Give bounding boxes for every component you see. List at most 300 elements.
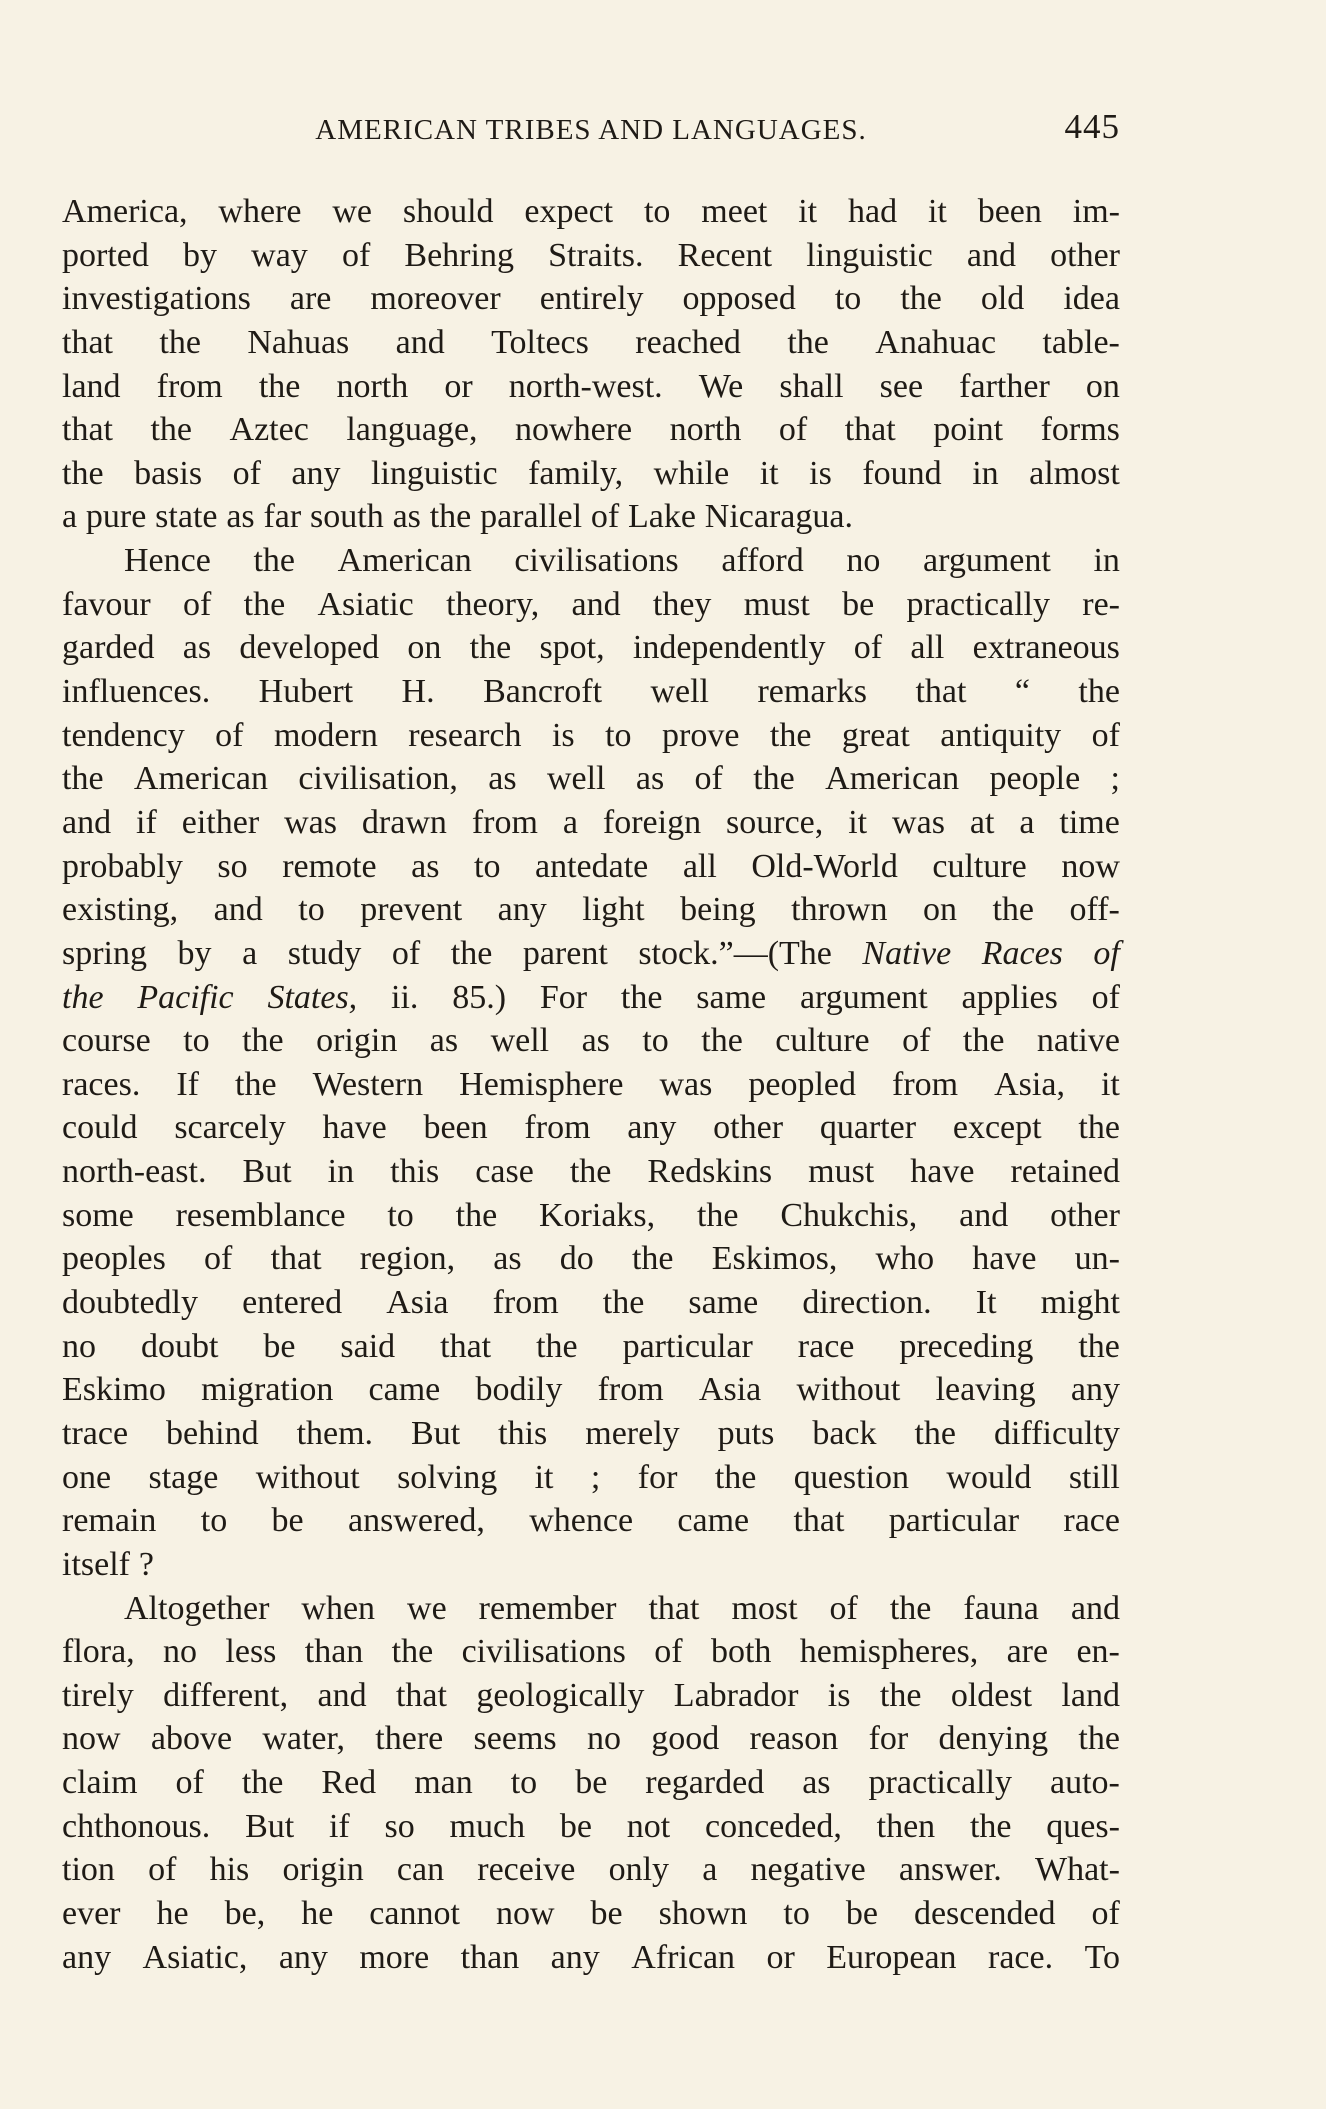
- word: What-: [1034, 1851, 1120, 1889]
- word: we: [332, 193, 372, 230]
- text-line: [62, 583, 1120, 627]
- word: native: [1036, 1022, 1120, 1060]
- word: and: [317, 1676, 367, 1714]
- word: spot,: [539, 629, 605, 667]
- word: was: [284, 803, 337, 841]
- word: For: [539, 978, 588, 1016]
- word: But: [242, 1153, 292, 1191]
- word: independently: [632, 629, 826, 667]
- word: origin: [282, 1851, 364, 1889]
- word: migration: [201, 1371, 334, 1409]
- word: direction.: [802, 1284, 932, 1322]
- word: is: [551, 716, 575, 754]
- word: and: [966, 236, 1016, 274]
- word: on: [407, 629, 442, 667]
- word: Native: [862, 934, 952, 972]
- word: seems: [473, 1720, 557, 1758]
- word: found: [862, 454, 942, 492]
- word: Asia: [386, 1284, 449, 1322]
- word: far: [263, 498, 302, 536]
- word: to: [642, 1022, 669, 1060]
- word: Hemisphere: [459, 1065, 624, 1103]
- word: as: [581, 1022, 610, 1060]
- word: conceded,: [704, 1807, 842, 1845]
- word: to: [643, 193, 671, 230]
- word: investigations: [62, 280, 251, 318]
- word: quarter: [819, 1109, 917, 1147]
- word: meet: [701, 193, 768, 230]
- word: still: [1068, 1458, 1120, 1496]
- word: parent: [522, 934, 608, 972]
- word: ?: [138, 1545, 154, 1583]
- word: is: [809, 454, 832, 492]
- word: more: [359, 1938, 430, 1976]
- word: Pacific: [137, 978, 234, 1016]
- word: both: [710, 1633, 772, 1671]
- word: culture: [775, 1022, 870, 1060]
- word: reached: [635, 323, 741, 361]
- word: remember: [478, 1589, 617, 1627]
- word: foreign: [602, 803, 702, 841]
- word: Asia: [698, 1371, 762, 1409]
- word: that: [915, 673, 967, 711]
- word: drawn: [361, 803, 447, 841]
- word: for: [868, 1720, 909, 1758]
- word: Aztec: [229, 411, 309, 449]
- word: language,: [346, 411, 478, 449]
- word: he: [156, 1894, 189, 1932]
- word: the: [62, 760, 104, 798]
- word: back: [812, 1414, 877, 1452]
- word: from: [597, 1371, 664, 1409]
- word: of: [341, 236, 371, 274]
- word: modern: [273, 716, 378, 754]
- word: resemblance: [175, 1196, 346, 1234]
- word: so: [384, 1807, 415, 1845]
- word: the: [62, 978, 104, 1016]
- word: by: [183, 236, 217, 274]
- word: north-east.: [62, 1153, 207, 1191]
- word: answered,: [347, 1502, 485, 1540]
- word: without: [255, 1458, 360, 1496]
- word: the: [1078, 673, 1120, 711]
- text-line: [62, 1281, 1120, 1325]
- word: as: [802, 1764, 831, 1802]
- text-line: [62, 1368, 1120, 1412]
- word: tendency: [62, 716, 185, 754]
- word: a: [62, 498, 78, 536]
- text-line: [62, 1761, 1120, 1805]
- word: without: [796, 1371, 901, 1409]
- word: or: [766, 1938, 795, 1976]
- word: the: [914, 1414, 957, 1452]
- body-text: [62, 190, 1120, 1979]
- word: of: [215, 716, 244, 754]
- word: have: [322, 1109, 387, 1147]
- word: to: [474, 847, 501, 885]
- word: tirely: [62, 1676, 134, 1714]
- word: water,: [262, 1720, 345, 1758]
- word: civilisations: [514, 542, 679, 580]
- word: solving: [397, 1458, 498, 1496]
- word: of: [148, 1851, 177, 1889]
- word: the: [391, 1633, 434, 1671]
- word: Toltecs: [491, 323, 589, 361]
- word: expect: [524, 193, 614, 230]
- word: the: [969, 1807, 1012, 1845]
- word: than: [460, 1938, 520, 1976]
- word: retained: [1010, 1153, 1120, 1191]
- text-line: [62, 1499, 1120, 1543]
- text-line: [62, 1674, 1120, 1718]
- word: land: [1061, 1676, 1120, 1714]
- word: the: [150, 411, 193, 449]
- word: now: [62, 1720, 121, 1758]
- word: “: [1014, 673, 1030, 711]
- word: antedate: [535, 847, 649, 885]
- text-line: [62, 845, 1120, 889]
- word: light: [582, 891, 645, 929]
- word: race.: [988, 1938, 1054, 1976]
- word: they: [652, 585, 712, 623]
- word: are: [289, 280, 332, 318]
- page-number: 445: [1064, 107, 1120, 146]
- word: the: [450, 934, 493, 972]
- word: almost: [1029, 454, 1120, 492]
- word: practically: [906, 585, 1050, 623]
- word: be,: [224, 1894, 266, 1932]
- text-line: [62, 1237, 1120, 1281]
- word: To: [1084, 1938, 1120, 1976]
- word: and: [395, 323, 445, 361]
- word: of: [1091, 716, 1120, 754]
- word: oldest: [950, 1676, 1033, 1714]
- word: in: [972, 454, 999, 492]
- word: any: [1070, 1371, 1120, 1409]
- word: it: [798, 193, 818, 230]
- word: research: [408, 716, 522, 754]
- word: of: [175, 1764, 204, 1802]
- word: where: [218, 193, 302, 230]
- word: any: [627, 1109, 677, 1147]
- word: from: [492, 1284, 559, 1322]
- word: difficulty: [994, 1414, 1120, 1452]
- word: thrown: [791, 891, 888, 929]
- word: been: [977, 193, 1042, 230]
- word: any: [550, 1938, 600, 1976]
- word: prevent: [360, 891, 463, 929]
- word: it: [534, 1458, 554, 1496]
- word: when: [301, 1589, 376, 1627]
- word: can: [396, 1851, 445, 1889]
- text-line: [62, 757, 1120, 801]
- text-line: [62, 277, 1120, 321]
- word: his: [209, 1851, 250, 1889]
- word: at: [969, 803, 995, 841]
- word: the: [62, 454, 104, 492]
- word: as: [226, 498, 255, 536]
- word: trace: [62, 1414, 129, 1452]
- word: particular: [622, 1327, 753, 1365]
- word: region,: [359, 1240, 456, 1278]
- word: same: [696, 978, 767, 1016]
- word: from: [892, 1065, 959, 1103]
- word: the: [241, 1764, 284, 1802]
- word: re-: [1082, 585, 1120, 623]
- word: races.: [62, 1065, 141, 1103]
- word: existing,: [62, 891, 179, 929]
- word: the: [631, 1240, 674, 1278]
- word: state: [155, 498, 218, 536]
- word: see: [879, 367, 924, 405]
- word: it: [848, 803, 868, 841]
- word: linguistic: [371, 454, 498, 492]
- word: family,: [528, 454, 624, 492]
- text-line: [62, 321, 1120, 365]
- word: tion: [62, 1851, 115, 1889]
- word: course: [62, 1022, 151, 1060]
- word: Recent: [677, 236, 773, 274]
- word: the: [889, 1589, 932, 1627]
- word: remote: [282, 847, 377, 885]
- word: whence: [529, 1502, 634, 1540]
- word: geologically: [476, 1676, 645, 1714]
- word: for: [637, 1458, 678, 1496]
- word: be: [575, 1764, 608, 1802]
- word: well: [546, 760, 606, 798]
- word: that: [62, 411, 113, 449]
- word: it: [759, 454, 779, 492]
- word: no: [586, 1720, 621, 1758]
- word: question: [793, 1458, 910, 1496]
- running-title: AMERICAN TRIBES AND LANGUAGES.: [315, 114, 867, 146]
- word: moreover: [370, 280, 501, 318]
- word: civilisations: [461, 1633, 626, 1671]
- word: be: [842, 585, 875, 623]
- word: from: [524, 1109, 591, 1147]
- word: But: [411, 1414, 461, 1452]
- word: the: [962, 1022, 1005, 1060]
- word: Bancroft: [483, 673, 603, 711]
- word: States,: [267, 978, 358, 1016]
- text-line: [62, 976, 1120, 1020]
- word: to: [605, 716, 632, 754]
- word: civilisation,: [298, 760, 458, 798]
- text-line: [62, 1325, 1120, 1369]
- text-line: [62, 1630, 1120, 1674]
- word: cannot: [369, 1894, 460, 1932]
- text-line: [62, 365, 1120, 409]
- word: doubt: [140, 1327, 219, 1365]
- word: if: [136, 803, 157, 841]
- word: a: [562, 803, 578, 841]
- text-line: [62, 888, 1120, 932]
- word: and: [213, 891, 263, 929]
- word: influences.: [62, 673, 211, 711]
- word: could: [62, 1109, 138, 1147]
- word: prove: [662, 716, 740, 754]
- word: particular: [888, 1502, 1020, 1540]
- word: no: [846, 542, 881, 580]
- word: American: [337, 542, 472, 580]
- word: point: [933, 411, 1004, 449]
- word: other: [713, 1109, 784, 1147]
- word: applies: [961, 978, 1058, 1016]
- word: Nicaragua.: [704, 498, 853, 536]
- word: south: [310, 498, 384, 536]
- word: well: [650, 673, 710, 711]
- word: reason: [749, 1720, 839, 1758]
- word: basis: [134, 454, 203, 492]
- word: the: [879, 1676, 922, 1714]
- word: argument: [799, 978, 928, 1016]
- word: the: [159, 323, 201, 361]
- word: hemispheres,: [799, 1633, 979, 1671]
- word: the: [235, 1065, 277, 1103]
- word: itself: [62, 1545, 130, 1583]
- word: that: [844, 411, 896, 449]
- word: this: [390, 1153, 440, 1191]
- word: the: [536, 1327, 578, 1365]
- text-line: [62, 1543, 1120, 1587]
- word: that: [440, 1327, 492, 1365]
- word: of: [1091, 1894, 1120, 1932]
- word: claim: [62, 1764, 138, 1802]
- word: im-: [1072, 193, 1120, 230]
- word: it: [927, 193, 947, 230]
- word: of: [232, 454, 261, 492]
- text-line: [62, 1936, 1120, 1980]
- word: the: [602, 1284, 645, 1322]
- word: to: [183, 1022, 210, 1060]
- text-line: [62, 1805, 1120, 1849]
- word: the: [569, 1153, 612, 1191]
- word: denying: [938, 1720, 1049, 1758]
- word: to: [298, 891, 325, 929]
- word: race: [1063, 1502, 1120, 1540]
- word: Chukchis,: [780, 1196, 918, 1234]
- word: preceding: [899, 1327, 1034, 1365]
- word: farther: [959, 367, 1050, 405]
- text-line: [62, 626, 1120, 670]
- word: now: [1061, 847, 1120, 885]
- word: antiquity: [940, 716, 1062, 754]
- word: good: [651, 1720, 720, 1758]
- word: and: [959, 1196, 1009, 1234]
- word: argument: [923, 542, 1051, 580]
- word: remarks: [757, 673, 867, 711]
- word: any: [62, 1938, 112, 1976]
- word: Lake: [628, 498, 696, 536]
- word: the: [1078, 1720, 1120, 1758]
- word: the: [992, 891, 1035, 929]
- word: nowhere: [515, 411, 633, 449]
- word: in: [1093, 542, 1120, 580]
- word: descended: [913, 1894, 1056, 1932]
- word: opposed: [682, 280, 796, 318]
- word: merely: [585, 1414, 680, 1452]
- word: all: [682, 847, 717, 885]
- word: not: [626, 1807, 671, 1845]
- word: the: [701, 1022, 743, 1060]
- word: the: [1078, 1327, 1120, 1365]
- word: developed: [239, 629, 380, 667]
- word: who: [875, 1240, 935, 1278]
- word: there: [375, 1720, 444, 1758]
- word: as: [493, 1240, 522, 1278]
- word: do: [559, 1240, 594, 1278]
- word: be: [271, 1502, 304, 1540]
- word: African: [631, 1938, 736, 1976]
- text-line: [62, 1892, 1120, 1936]
- word: be: [263, 1327, 296, 1365]
- word: one: [62, 1458, 112, 1496]
- word: scarcely: [174, 1109, 286, 1147]
- word: fauna: [963, 1589, 1039, 1627]
- text-line: [62, 452, 1120, 496]
- word: of: [778, 411, 808, 449]
- word: table-: [1042, 323, 1120, 361]
- word: if: [328, 1807, 350, 1845]
- word: of: [391, 934, 421, 972]
- word: puts: [717, 1414, 775, 1452]
- word: of: [654, 1633, 683, 1671]
- word: in: [327, 1153, 355, 1191]
- word: well: [490, 1022, 550, 1060]
- word: the: [696, 1196, 739, 1234]
- word: Koriaks,: [539, 1196, 656, 1234]
- word: of: [590, 498, 620, 536]
- word: Behring: [404, 236, 514, 274]
- word: less: [225, 1633, 277, 1671]
- word: was: [659, 1065, 713, 1103]
- word: ever: [62, 1894, 121, 1932]
- word: a: [242, 934, 258, 972]
- word: of: [853, 629, 883, 667]
- word: other: [1050, 236, 1120, 274]
- word: any: [291, 454, 341, 492]
- word: must: [743, 585, 810, 623]
- word: must: [808, 1153, 875, 1191]
- word: way: [251, 236, 308, 274]
- word: have: [910, 1153, 975, 1191]
- word: leaving: [935, 1371, 1036, 1409]
- word: that: [270, 1240, 322, 1278]
- word: peopled: [748, 1065, 856, 1103]
- word: above: [150, 1720, 233, 1758]
- word: of: [183, 585, 212, 623]
- text-line: [62, 1717, 1120, 1761]
- word: linguistic: [806, 236, 933, 274]
- word: north: [336, 367, 409, 405]
- word: from: [471, 803, 538, 841]
- word: no: [163, 1633, 198, 1671]
- word: that: [793, 1502, 845, 1540]
- word: Labrador: [673, 1676, 799, 1714]
- text-line: [62, 408, 1120, 452]
- word: Altogether: [124, 1589, 270, 1627]
- word: theory,: [446, 585, 540, 623]
- word: would: [946, 1458, 1032, 1496]
- word: came: [677, 1502, 750, 1540]
- word: all: [910, 629, 945, 667]
- word: as: [429, 1022, 459, 1060]
- word: as: [182, 629, 212, 667]
- word: of: [1091, 978, 1120, 1016]
- word: the: [620, 978, 663, 1016]
- word: regarded: [645, 1764, 765, 1802]
- word: any: [278, 1938, 328, 1976]
